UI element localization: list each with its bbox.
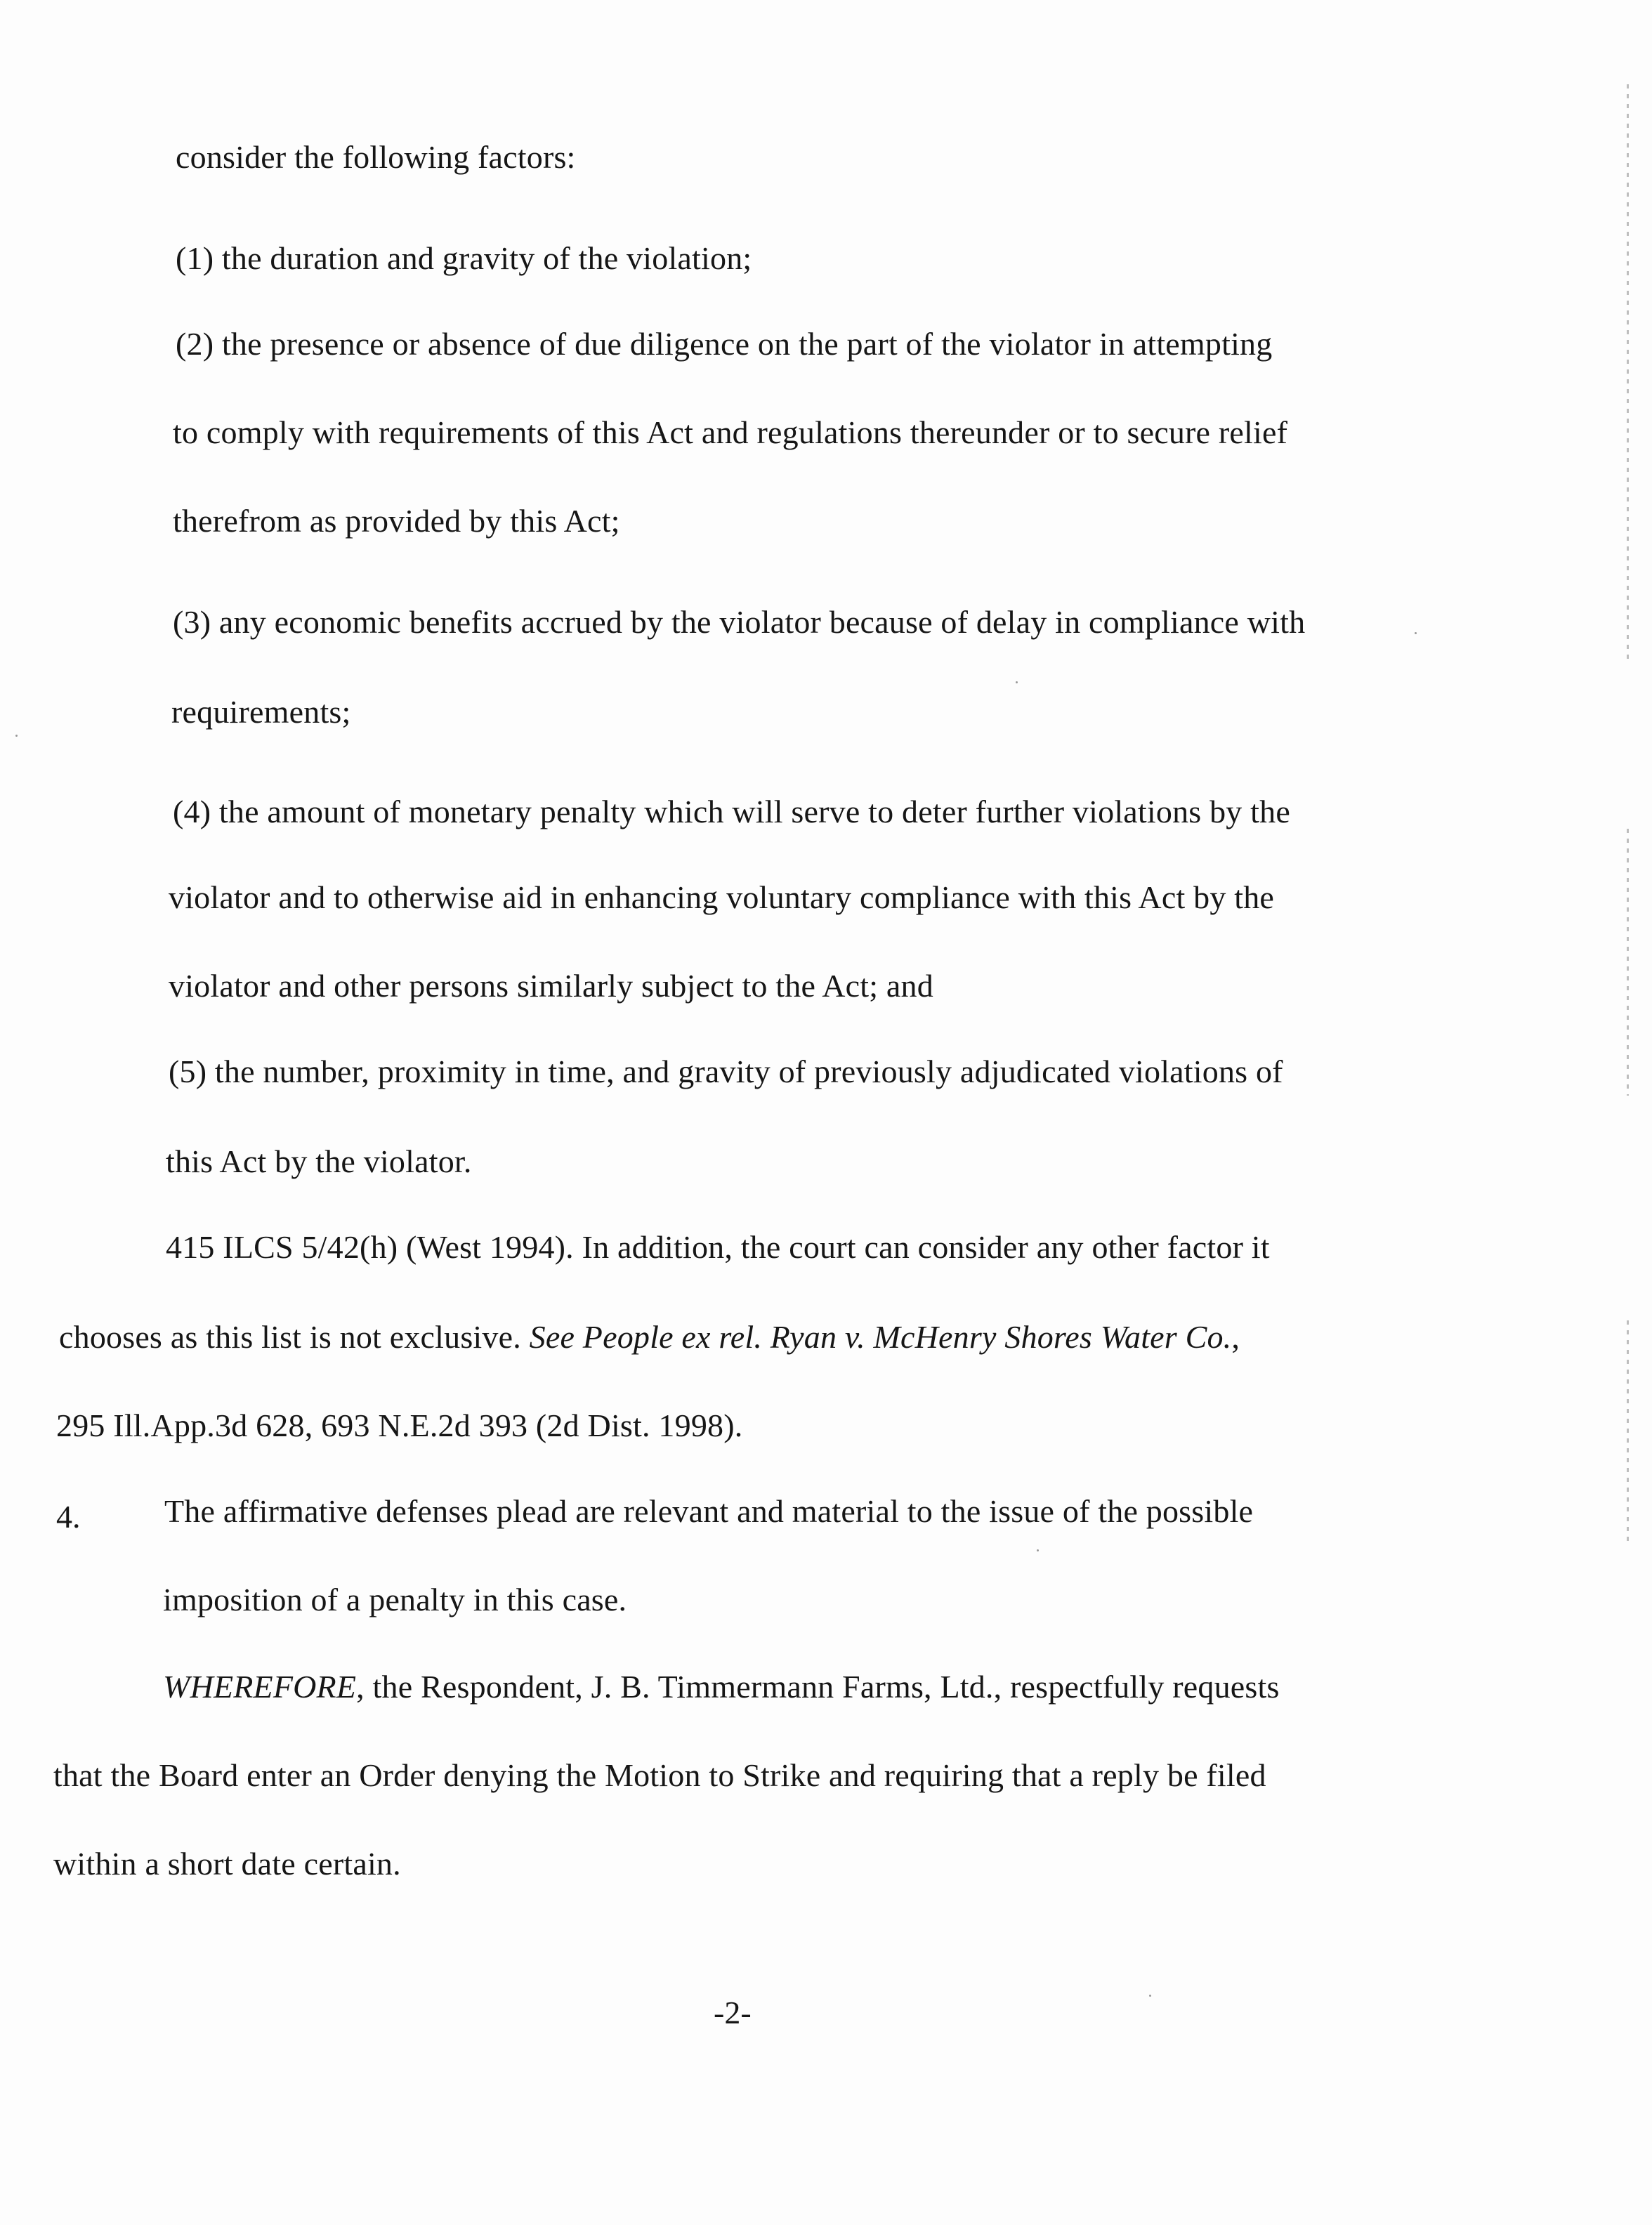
factor-5-line-1: (5) the number, proximity in time, and gravity of previously adjudicated violations of [169,1054,1283,1089]
scan-speck [15,735,18,737]
scan-speck [1016,681,1018,683]
factor-4-line-1: (4) the amount of monetary penalty which will serve to deter further violations by the [173,794,1290,829]
wherefore-line-1 [163,1666,1280,1708]
factor-4-line-3: violator and other persons similarly subject to the Act; and [169,968,933,1004]
wherefore-line-1-text: , the Respondent, J. B. Timmermann Farms, Ltd., respectfully requests [356,1669,1280,1705]
point-4-line-1: The affirmative defenses plead are relevant and material to the issue of the possible [164,1493,1254,1529]
factor-2-line-2: to comply with requirements of this Act and regulations thereunder or to secure relief [173,414,1288,450]
factor-5-line-2: this Act by the violator. [166,1143,472,1179]
citation-line-1: 415 ILCS 5/42(h) (West 1994). In addition, the court can consider any other factor it [166,1229,1270,1265]
point-4-number: 4. [56,1499,81,1535]
factor-2-line-1: (2) the presence or absence of due diligence on the part of the violator in attempting [176,326,1273,362]
wherefore-line-2: that the Board enter an Order denying the Motion to Strike and requiring that a reply be filed [53,1757,1266,1793]
citation-line-2 [59,1316,1240,1358]
factor-1: (1) the duration and gravity of the violation; [176,240,752,276]
scan-edge-artifact [1627,1320,1629,1545]
scan-speck [1149,1995,1151,1997]
scan-edge-artifact [1627,84,1629,660]
factor-3-line-1: (3) any economic benefits accrued by the violator because of delay in compliance with [173,604,1306,640]
wherefore-lead: WHEREFORE [163,1669,357,1705]
factor-3-line-2: requirements; [171,694,351,730]
case-name: See People ex rel. Ryan v. McHenry Shores Water Co. [529,1319,1232,1355]
factor-2-line-3: therefrom as provided by this Act; [173,503,620,539]
citation-line-2-text: chooses as this list is not exclusive. [59,1319,530,1355]
scan-speck [1037,1549,1039,1551]
citation-line-3: 295 Ill.App.3d 628, 693 N.E.2d 393 (2d Dist. 1998). [56,1407,743,1443]
wherefore-line-3: within a short date certain. [53,1846,401,1882]
factor-4-line-2: violator and to otherwise aid in enhancing voluntary compliance with this Act by the [169,879,1275,915]
page-number: -2- [714,1995,752,2030]
point-4-line-2: imposition of a penalty in this case. [163,1582,627,1617]
citation-line-2-end: , [1231,1319,1240,1355]
scan-edge-artifact [1627,829,1629,1096]
scan-speck [1415,632,1417,634]
intro-line: consider the following factors: [176,139,576,175]
